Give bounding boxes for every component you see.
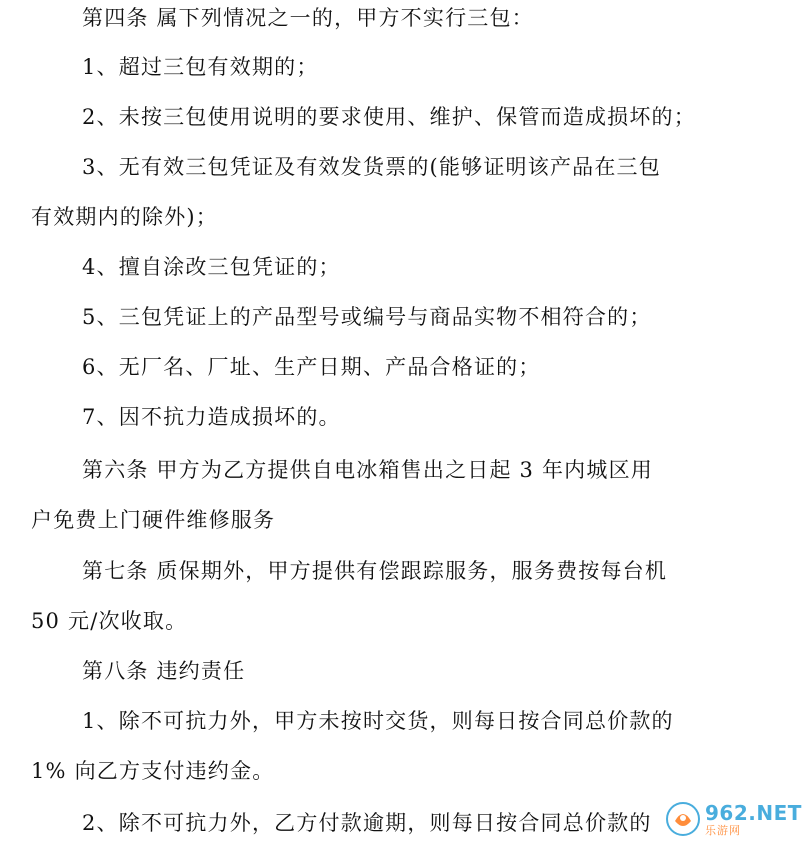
article-8-heading: 第八条 违约责任 [82,659,246,683]
watermark-brand: 962.NET [705,800,802,825]
list-item: 4、擅自涂改三包凭证的； [82,255,341,279]
article-6-continuation: 户免费上门硬件维修服务 [31,508,276,532]
list-item: 5、三包凭证上的产品型号或编号与商品实物不相符合的； [82,305,652,329]
list-item: 6、无厂名、厂址、生产日期、产品合格证的； [82,355,541,379]
article-4-heading: 第四条 属下列情况之一的，甲方不实行三包： [82,6,534,30]
list-item: 1、超过三包有效期的； [82,55,319,79]
list-item: 3、无有效三包凭证及有效发货票的(能够证明该产品在三包 [82,155,661,179]
list-item: 2、除不可抗力外，乙方付款逾期，则每日按合同总价款的 [82,811,652,835]
list-item: 2、未按三包使用说明的要求使用、维护、保管而造成损坏的； [82,105,696,129]
article-7-continuation: 50 元/次收取。 [31,609,188,633]
watermark-logo-icon [665,801,701,837]
article-6-text: 第六条 甲方为乙方提供自电冰箱售出之日起 3 年内城区用 [82,458,653,482]
list-item-continuation: 1% 向乙方支付违约金。 [31,759,275,783]
list-item-continuation: 有效期内的除外)； [31,205,218,229]
list-item: 1、除不可抗力外，甲方未按时交货，则每日按合同总价款的 [82,709,674,733]
list-item: 7、因不抗力造成损坏的。 [82,405,341,429]
site-watermark [665,797,805,841]
watermark-tagline: 乐游网 [705,823,741,837]
article-7-text: 第七条 质保期外，甲方提供有偿跟踪服务，服务费按每台机 [82,559,668,583]
